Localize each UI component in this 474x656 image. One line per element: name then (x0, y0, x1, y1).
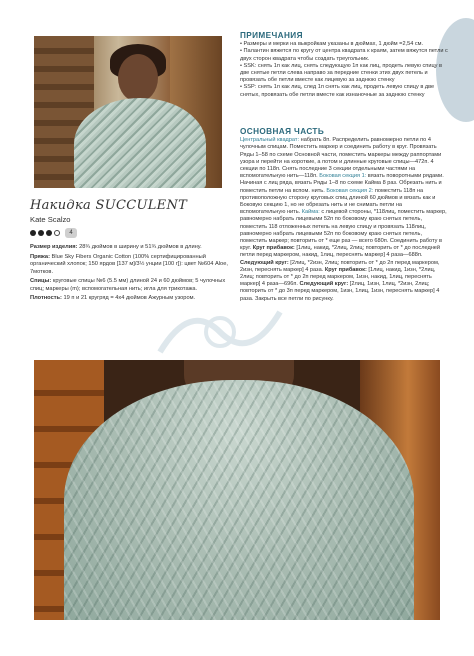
main-section (240, 128, 448, 303)
round2-label: Круг прибавок: (324, 266, 367, 273)
round1-label: Круг прибавок: (252, 245, 295, 252)
skill-badge: 4 (65, 228, 77, 238)
notes-item: • SSK: снять 1п как лиц, снять следующую 1п как лиц, продеть левую спицу в две снятые петли слева направо за передние стенки этих двух петель и провязать обе петли вместе как лицевую за заднюю стенку (240, 62, 442, 84)
notes-item: • Палантин вяжется по кругу от центра квадрата к краям, затем вяжутся петли с двух сторон квадрата чтобы создать треугольник. (240, 48, 448, 62)
notes-item: • SSP: снять 1п как лиц, след 1п снять как лиц, продеть левую спицу в две снятых, провязать обе петли вместе как изнаночные за заднюю стенку (240, 84, 435, 98)
spec-text: Blue Sky Fibers Organic Cotton (100% сертифицированный органический хлопок; 150 ярдов [137 м]/3½ унции [100 г]): цвет №604 Aloe, 7мотков. (30, 253, 228, 275)
round2-text: [1лиц, накид, 1изн, *2лиц, 2лиц; повторить от * до 2п перед маркером, 1изн, накид, 1лиц, переснять маркер] 4 раза—696п. (240, 266, 436, 288)
difficulty-dot-filled (46, 230, 52, 236)
center-text: набрать 8п. Распределить равномерно петли по 4 чулочным спицам. Поместить маркер и соединить работу в круг. Провязать Ряды 1–58 по схеме Основной части, поместить маркеры между раппортами узора и перейти на короткие, а потом и длинные круговые спицы—472п. 4 секции по 118п. Снять последние 3 секции отдельными частями на вспомогательную нить—118п. (240, 137, 442, 180)
round1-text: [1лиц, накид, *2лиц, 2лиц; повторить от * до последней петли перед маркером, накид, 1лиц, переснять маркер] 4 раза—688п. (240, 245, 441, 259)
spec-label: Пряжа: (30, 253, 50, 260)
difficulty-rating (30, 228, 230, 238)
designer-name: Kate Scalzo (30, 215, 71, 224)
model-photo-top (34, 36, 222, 188)
border-text: с лицевой стороны, *118лиц, поместить маркер, равномерно набрать лицевыми 52п по боковому краю снятых петель, поместить 118 отложенных петель на левую спицу и провязать 118лиц, равномерно набрать лицевыми 52п по боковому краю снятых петель, поместить маркер; повторить от * еще раз — всего 680п. Соединить работу в круг. (240, 209, 447, 252)
border-label: Кайма: (301, 209, 320, 216)
spec-yarn (30, 254, 238, 277)
difficulty-dot-empty (54, 230, 60, 236)
main-heading: ОСНОВНАЯ ЧАСТЬ (240, 127, 325, 136)
next2-label: Следующий круг: (299, 281, 349, 288)
spec-label: Плотность: (30, 295, 62, 301)
spec-text: 28¾ дюймов в ширину и 51¾ дюймов в длину. (77, 244, 202, 250)
shawl-lace-detail (64, 380, 414, 620)
main-body (240, 137, 448, 303)
side2-label: Боковая секция 2: (326, 187, 374, 194)
center-label: Центральный квадрат: (240, 137, 300, 144)
spec-size (30, 244, 238, 252)
next1-text: [2лиц, *2изн, 2лиц; повторить от * до 2п перед маркером, 2изн, переснять маркер] 4 раза. (240, 259, 440, 273)
pattern-title: Накидка SUCCULENT (30, 198, 188, 213)
spec-label: Размер изделия: (30, 244, 78, 250)
spec-text: круговые спицы №6 (5.5 мм) длиной 24 и 60 дюймов; 5 чулочных спиц; маркеры (m); вспомогательная нить; игла для трикотажа. (30, 278, 226, 292)
difficulty-dot-filled (38, 230, 44, 236)
spec-text: 19 п и 21 кругряд = 4x4 дюймов Ажурным узором. (61, 295, 196, 301)
model-head (118, 54, 158, 102)
next2-text: [2лиц, 1изн, 1лиц, *2изн, 2лиц; повторить от * до 3п перед маркером, 1изн, 1лиц, 1изн, переснять маркер] 4 раза. Закрыть все петли по рисунку. (240, 281, 440, 302)
notes-item: • Размеры и мерки на выкройкам указаны в дюймах, 1 дюйм =2,54 см. (240, 41, 424, 48)
notes-section (240, 32, 448, 99)
side1-text: вязать поворотными рядами. Начиная с лиц ряда, вязать Ряды 1–8 по схеме Кайма 8 раз. Обрезать нить и поместить петли на вспом. нить. (240, 173, 444, 194)
notes-heading: ПРИМЕЧАНИЯ (240, 31, 303, 40)
next1-label: Следующий круг: (240, 259, 289, 266)
shawl-top (74, 98, 206, 188)
pattern-header (30, 198, 230, 238)
side2-text: поместить 118п на противоположную сторону круговых спиц длиной 60 дюймов и вязать как и Боковую секцию 1, но не обрезать нить и не снимать петли на вспомогательную нить. (240, 187, 436, 216)
spec-label: Спицы: (30, 278, 52, 284)
shawl-detail-photo (34, 360, 440, 620)
spec-needles (30, 278, 238, 293)
side1-label: Боковая секция 1: (319, 173, 367, 180)
difficulty-dot-filled (30, 230, 36, 236)
